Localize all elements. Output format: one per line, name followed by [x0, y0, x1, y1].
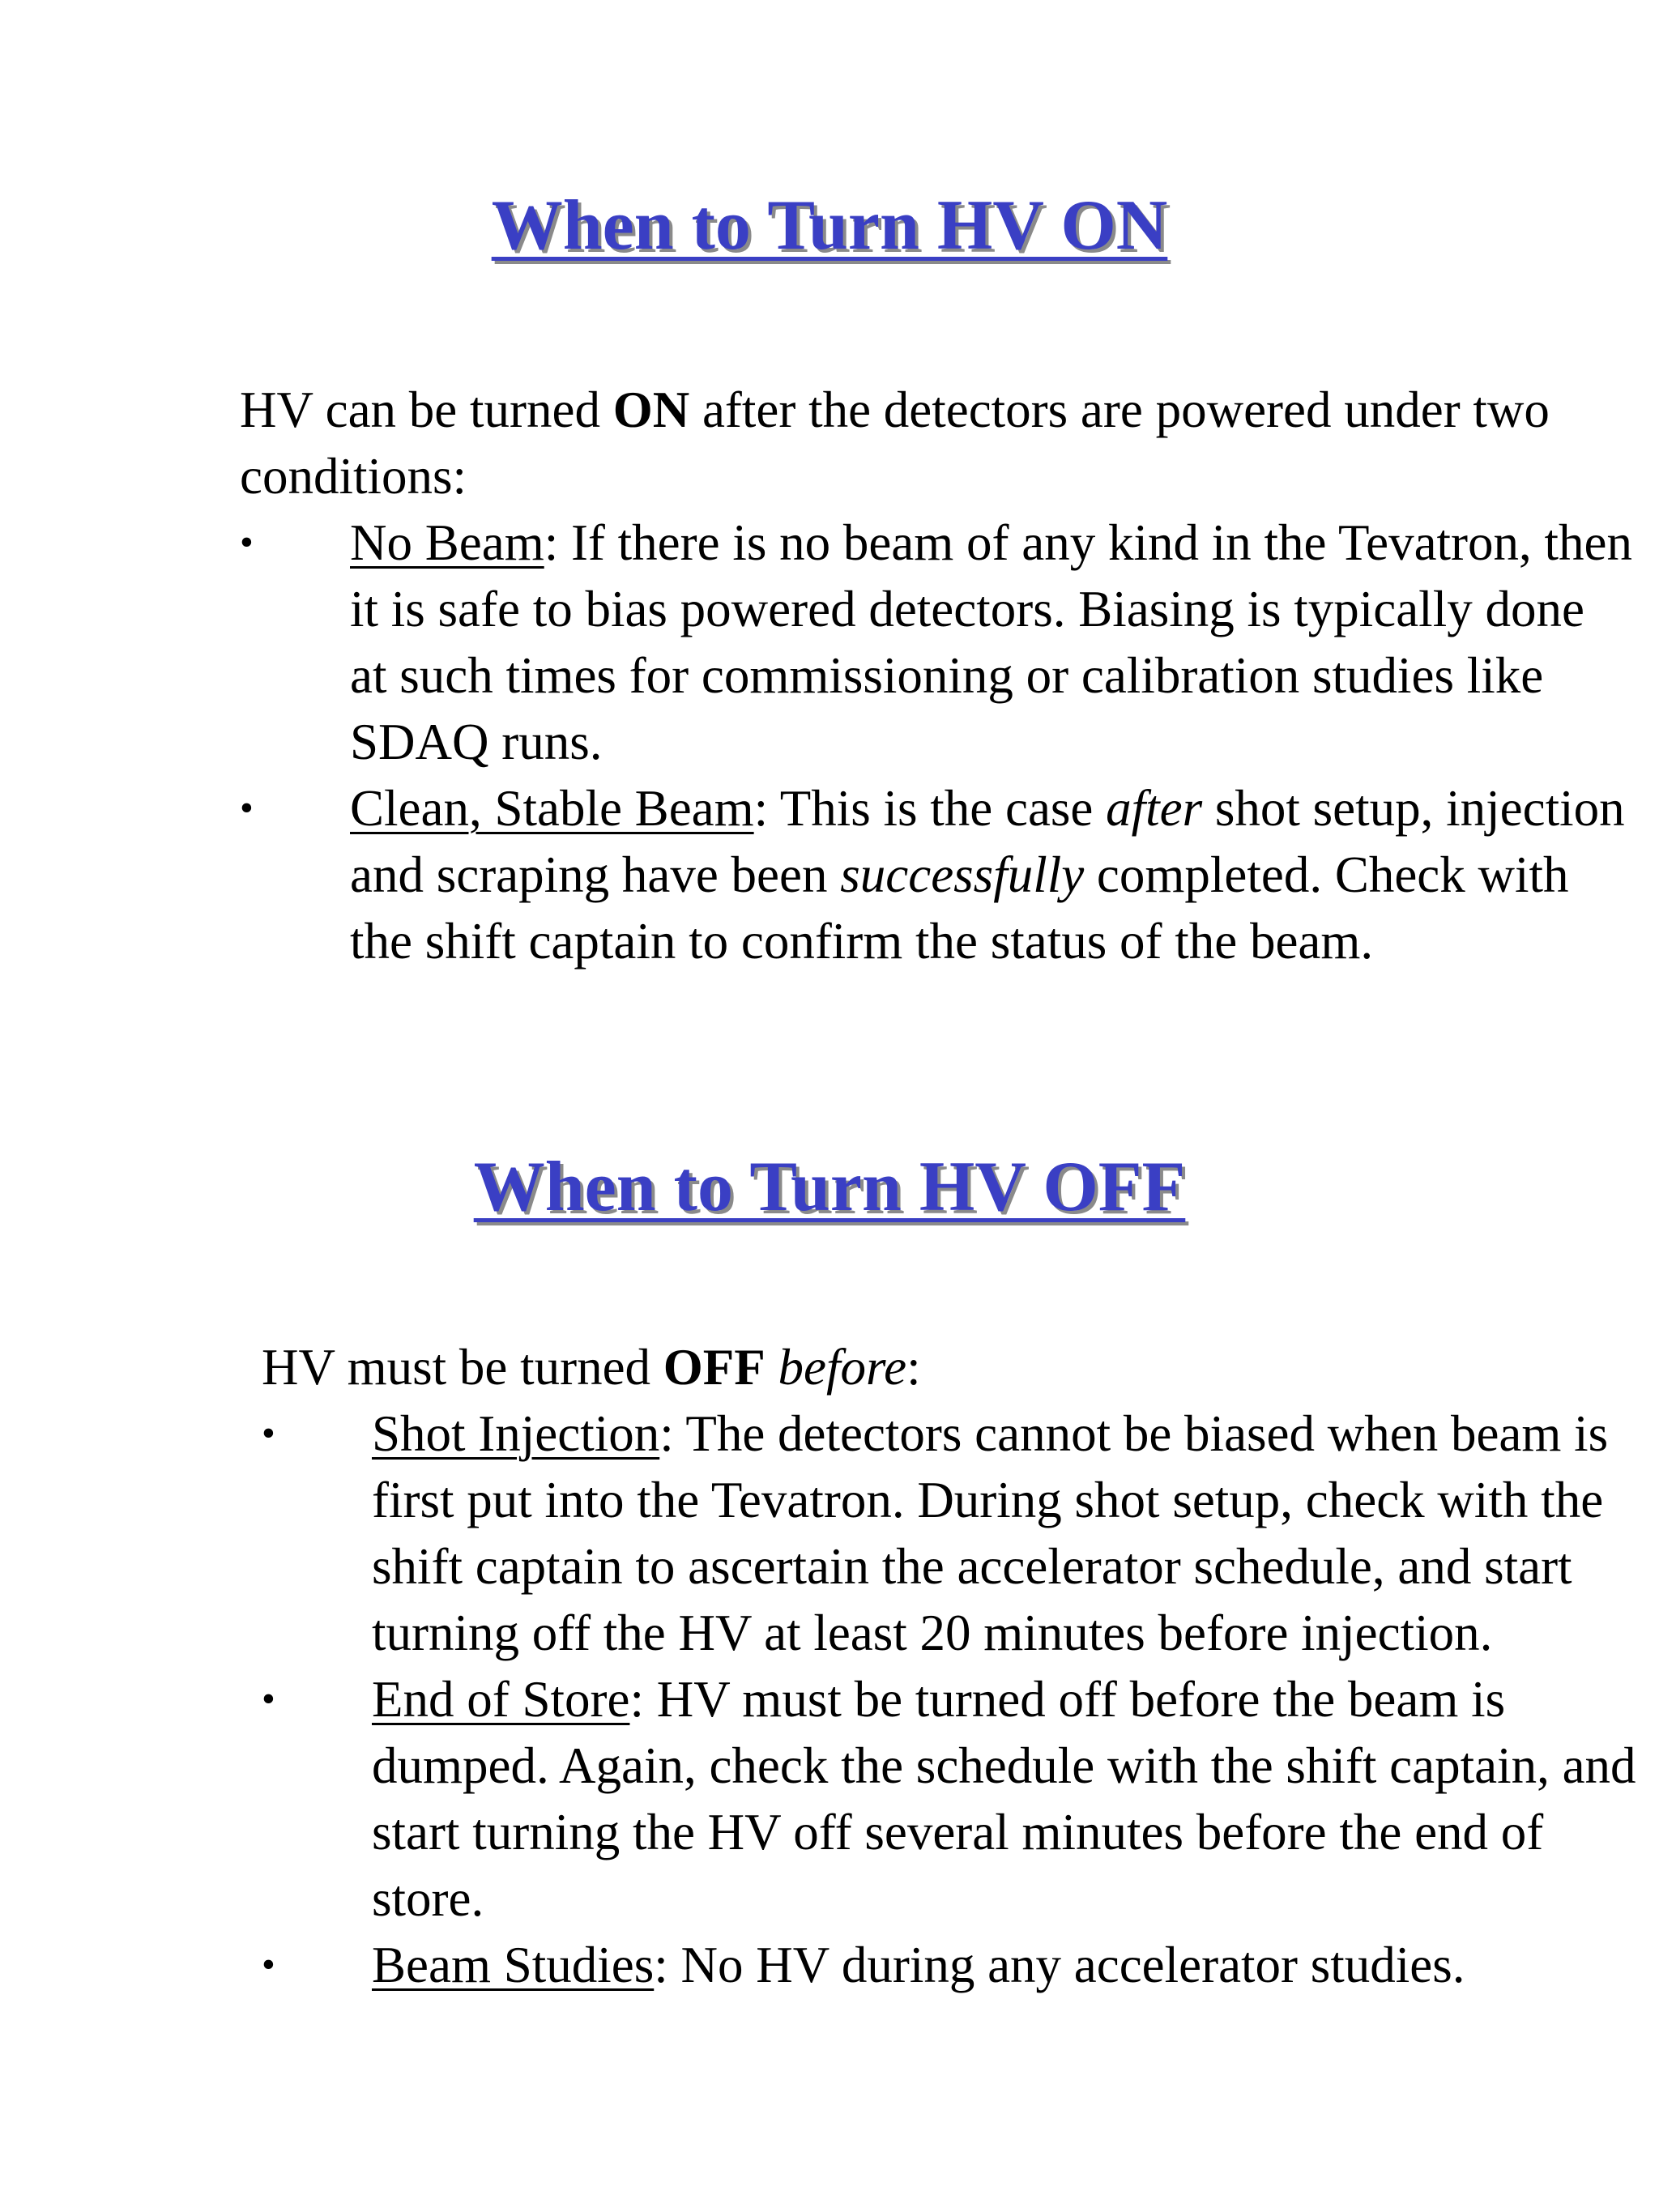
off-keyword: OFF: [663, 1339, 766, 1396]
bullet-shot-injection: • Shot Injection: The detectors cannot be biased when beam is first put into the Tevatron. During shot setup, check with the shift captain to ascertain the accelerator schedule, and start turning off the HV at least 20 minutes before injection.: [262, 1400, 1655, 1666]
bullet-end-of-store: • End of Store: HV must be turned off before the beam is dumped. Again, check the schedule with the shift captain, and start turning the HV off several minutes before the end of store.: [262, 1666, 1655, 1932]
section-hv-off: [262, 1334, 1655, 1998]
on-keyword: ON: [612, 381, 690, 438]
bullet-icon: •: [240, 521, 254, 564]
bullet-icon: •: [262, 1412, 275, 1455]
bullet-list-off: [262, 1400, 1655, 1998]
term-beam-studies: Beam Studies: [372, 1937, 655, 1993]
intro-hv-on: HV can be turned ON after the detectors are powered under two conditions:: [240, 381, 1550, 505]
term-clean-stable-beam: Clean, Stable Beam: [350, 780, 754, 837]
bullet-beam-studies: • Beam Studies: No HV during any accelerator studies.: [262, 1932, 1655, 1998]
bullet-icon: •: [262, 1943, 275, 1986]
bullet-no-beam: • No Beam: If there is no beam of any kind in the Tevatron, then it is safe to bias powered detectors. Biasing is typically done at such times for commissioning or calibration studies like SDAQ runs.: [240, 509, 1633, 775]
term-shot-injection: Shot Injection: [372, 1405, 660, 1462]
bullet-list-on: [240, 509, 1633, 974]
intro-hv-off: HV must be turned OFF before:: [262, 1339, 921, 1396]
bullet-icon: •: [240, 786, 254, 829]
heading-hv-off: When to Turn HV OFF: [473, 1148, 1186, 1226]
heading-hv-on: When to Turn HV ON: [491, 186, 1168, 265]
bullet-icon: •: [262, 1677, 275, 1720]
term-no-beam: No Beam: [350, 514, 544, 571]
term-end-of-store: End of Store: [372, 1671, 630, 1728]
section-hv-on: [240, 377, 1633, 974]
bullet-clean-stable-beam: • Clean, Stable Beam: This is the case after shot setup, injection and scraping have been successfully completed. Check with the shift captain to confirm the status of the beam.: [240, 775, 1633, 974]
